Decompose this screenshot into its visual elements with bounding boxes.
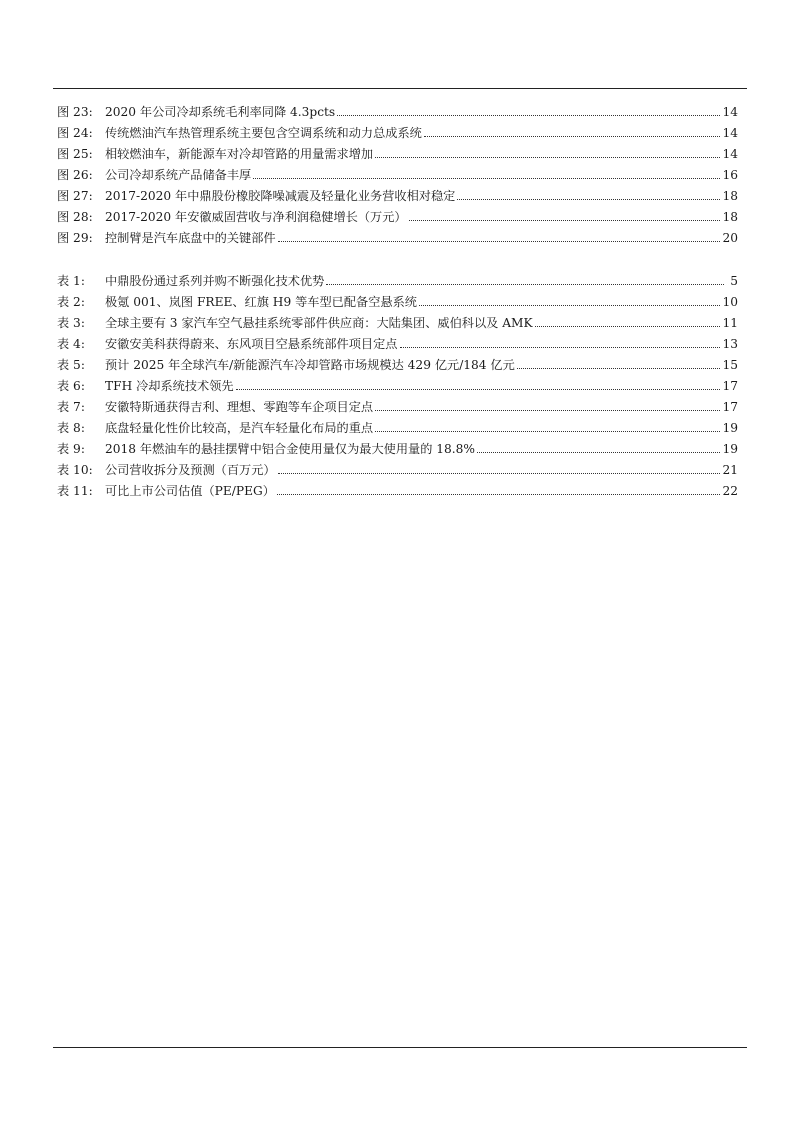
entry-title: 相较燃油车，新能源车对冷却管路的用量需求增加 — [105, 147, 374, 161]
entry-page-number: 15 — [722, 358, 738, 372]
entry-title: 极氪 001、岚图 FREE、红旗 H9 等车型已配备空悬系统 — [105, 295, 417, 309]
entry-number: 表 10: — [57, 463, 93, 477]
dot-leader — [400, 346, 721, 348]
entry-page-number: 20 — [722, 231, 738, 245]
entry-title: 中鼎股份通过系列并购不断强化技术优势 — [105, 274, 325, 288]
toc-entry[interactable] — [57, 477, 738, 498]
entry-title: 传统燃油汽车热管理系统主要包含空调系统和动力总成系统 — [105, 126, 422, 140]
dot-leader — [326, 283, 724, 285]
dot-leader — [517, 367, 721, 369]
dot-leader — [277, 493, 721, 495]
entry-page-number: 14 — [722, 126, 738, 140]
dot-leader — [278, 240, 721, 242]
entry-page-number: 21 — [722, 463, 738, 477]
entry-page-number: 10 — [722, 295, 738, 309]
entry-title: 控制臂是汽车底盘中的关键部件 — [105, 231, 276, 245]
entry-title: 全球主要有 3 家汽车空气悬挂系统零部件供应商：大陆集团、威伯科以及 AMK — [105, 316, 533, 330]
entry-page-number: 13 — [722, 337, 738, 351]
dot-leader — [337, 114, 720, 116]
toc-entry[interactable] — [57, 267, 738, 288]
toc-entry[interactable] — [57, 182, 738, 203]
toc-entry[interactable] — [57, 203, 738, 224]
toc-entry[interactable] — [57, 161, 738, 182]
entry-page-number: 11 — [722, 316, 738, 330]
toc-entry[interactable] — [57, 456, 738, 477]
entry-number: 表 4: — [57, 337, 85, 351]
entry-number: 图 24: — [57, 126, 93, 140]
entry-number: 图 28: — [57, 210, 93, 224]
toc-entry[interactable] — [57, 224, 738, 245]
entry-page-number: 22 — [722, 484, 738, 498]
entry-title: 2020 年公司冷却系统毛利率同降 4.3pcts — [105, 105, 336, 119]
entry-page-number: 18 — [722, 189, 738, 203]
header-rule — [53, 88, 747, 89]
entry-page-number: 16 — [722, 168, 738, 182]
toc-entry[interactable] — [57, 330, 738, 351]
entry-title: 可比上市公司估值（PE/PEG） — [105, 484, 275, 498]
entry-title: 2017-2020 年中鼎股份橡胶降噪减震及轻量化业务营收相对稳定 — [105, 189, 456, 203]
toc-entry[interactable] — [57, 393, 738, 414]
entry-title: 安徽特斯通获得吉利、理想、零跑等车企项目定点 — [105, 400, 374, 414]
dot-leader — [375, 156, 720, 158]
toc-entry[interactable] — [57, 435, 738, 456]
entry-number: 表 5: — [57, 358, 85, 372]
entry-number: 图 26: — [57, 168, 93, 182]
entry-title: 2018 年燃油车的悬挂摆臂中铝合金使用量仅为最大使用量的 18.8% — [105, 442, 475, 456]
entry-number: 图 27: — [57, 189, 93, 203]
entry-page-number: 14 — [722, 147, 738, 161]
entry-page-number: 17 — [722, 379, 738, 393]
dot-leader — [535, 325, 721, 327]
dot-leader — [236, 388, 721, 390]
toc-entry[interactable] — [57, 288, 738, 309]
entry-title: 安徽安美科获得蔚来、东风项目空悬系统部件项目定点 — [105, 337, 398, 351]
table-list — [57, 267, 738, 498]
dot-leader — [253, 177, 720, 179]
entry-number: 表 9: — [57, 442, 85, 456]
toc-entry[interactable] — [57, 140, 738, 161]
dot-leader — [375, 409, 720, 411]
entry-title: 预计 2025 年全球汽车/新能源汽车冷却管路市场规模达 429 亿元/184 亿元 — [105, 358, 515, 372]
entry-title: 公司营收拆分及预测（百万元） — [105, 463, 276, 477]
figure-list — [57, 98, 738, 245]
toc-entry[interactable] — [57, 372, 738, 393]
dot-leader — [477, 451, 721, 453]
entry-number: 表 1: — [57, 274, 85, 288]
dot-leader — [278, 472, 721, 474]
entry-number: 表 8: — [57, 421, 85, 435]
dot-leader — [409, 219, 721, 221]
toc-entry[interactable] — [57, 414, 738, 435]
entry-number: 表 6: — [57, 379, 85, 393]
entry-number: 表 7: — [57, 400, 85, 414]
dot-leader — [457, 198, 720, 200]
entry-title: 底盘轻量化性价比较高，是汽车轻量化布局的重点 — [105, 421, 374, 435]
entry-page-number: 18 — [722, 210, 738, 224]
toc-entry[interactable] — [57, 98, 738, 119]
dot-leader — [424, 135, 721, 137]
dot-leader — [419, 304, 721, 306]
entry-title: 公司冷却系统产品储备丰厚 — [105, 168, 252, 182]
toc-entry[interactable] — [57, 119, 738, 140]
toc-entry[interactable] — [57, 309, 738, 330]
entry-number: 表 3: — [57, 316, 85, 330]
entry-page-number: 5 — [730, 274, 738, 288]
dot-leader — [375, 430, 720, 432]
entry-number: 表 11: — [57, 484, 93, 498]
entry-number: 表 2: — [57, 295, 85, 309]
footer-rule — [53, 1047, 747, 1048]
toc-entry[interactable] — [57, 351, 738, 372]
entry-page-number: 19 — [722, 442, 738, 456]
entry-page-number: 14 — [722, 105, 738, 119]
entry-number: 图 25: — [57, 147, 93, 161]
entry-number: 图 29: — [57, 231, 93, 245]
entry-page-number: 19 — [722, 421, 738, 435]
entry-page-number: 17 — [722, 400, 738, 414]
entry-title: TFH 冷却系统技术领先 — [105, 379, 234, 393]
entry-title: 2017-2020 年安徽威固营收与净利润稳健增长（万元） — [105, 210, 407, 224]
entry-number: 图 23: — [57, 105, 93, 119]
